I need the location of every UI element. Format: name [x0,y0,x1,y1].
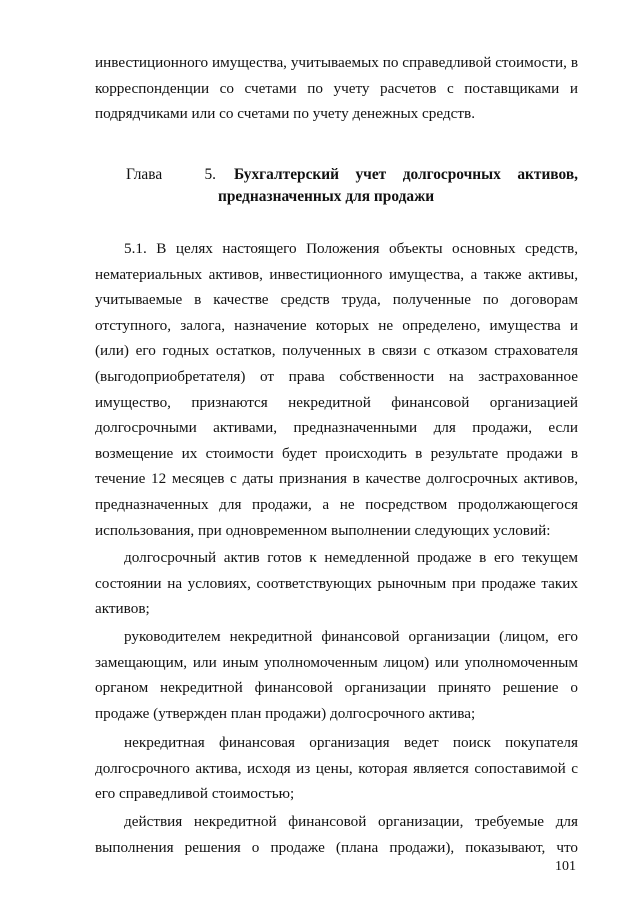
chapter-label-word: Глава [126,166,163,183]
condition-item: некредитная финансовая организация ведет поиск покупателя долгосрочного актива, исходя из цены, которая является сопоставимой с его справедливой стоимостью; [95,734,578,803]
chapter-title-line-1: Бухгалтерский учет долгосрочных активов, [234,166,578,183]
section-5-1-paragraph: 5.1. В целях настоящего Положения объекты основных средств, нематериальных активов, инвестиционного имущества, а также активы, учитываемые в качестве средств труда, полученные по договорам отступного, залога, назначение которых не определено, имущества и (или) его годных остатков, полученных в связи с отказом страхователя (выгодоприобретателя) от права собственности на застрахованное имущество, признаются некредитной финансовой организацией долгосрочными активами, предназначенными для продажи, если возмещение их стоимости будет происходить в результате продажи в течение 12 месяцев с даты признания в качестве долгосрочных активов, предназначенных для продажи, а не посредством продолжающегося использования, при одновременном выполнении следующих условий: [95,240,578,539]
chapter-label-number: 5. [204,166,216,183]
condition-item: действия некредитной финансовой организации, требуемые для выполнения решения о продаже (плана продажи), показывают, что [95,813,578,856]
chapter-label [126,166,234,184]
page-number: 101 [555,859,576,874]
chapter-heading [126,166,578,190]
intro-paragraph: инвестиционного имущества, учитываемых по справедливой стоимости, в корреспонденции со счетами по учету расчетов с поставщиками и подрядчиками или со счетами по учету денежных средств. [95,54,578,123]
condition-item: руководителем некредитной финансовой организации (лицом, его замещающим, или иным уполномоченным лицом) или уполномоченным органом некредитной финансовой организации принято решение о продаже (утвержден план продажи) долгосрочного актива; [95,628,578,722]
condition-item: долгосрочный актив готов к немедленной продаже в его текущем состоянии на условиях, соответствующих рыночным при продаже таких активов; [95,549,578,618]
chapter-title-line-2: предназначенных для продажи [218,188,435,205]
